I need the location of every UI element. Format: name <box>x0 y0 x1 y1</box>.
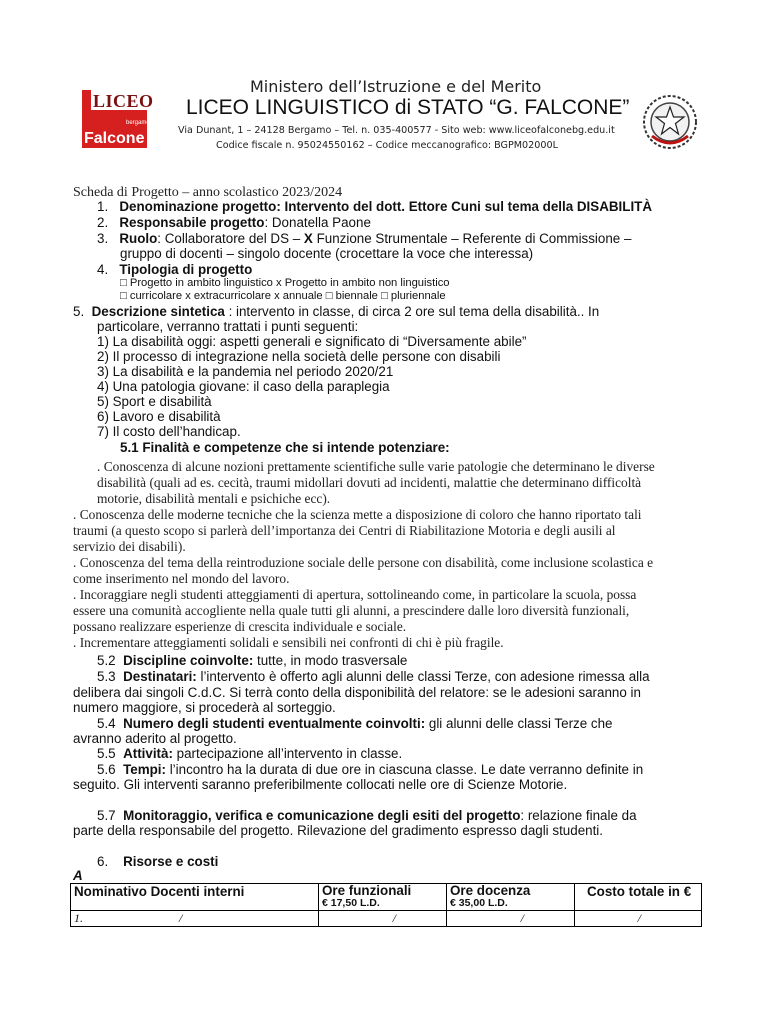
section-text: : relazione finale da <box>520 808 637 823</box>
section-text: gli alunni delle classi Terze che <box>425 716 613 731</box>
section-label: Numero degli studenti eventualmente coinvolti: <box>123 716 426 731</box>
column-header-rate: € 35,00 L.D. <box>450 897 508 909</box>
column-header <box>447 884 575 911</box>
table-header-row <box>71 884 702 911</box>
school-name: LICEO LINGUISTICO di STATO “G. FALCONE” <box>186 96 630 119</box>
project-type-options-1: □ Progetto in ambito linguistico x Progetto in ambito non linguistico <box>120 277 450 289</box>
column-header: Costo totale in € <box>575 884 702 911</box>
table-cell: / <box>447 911 575 927</box>
section-5-text: particolare, verranno trattati i punti seguenti: <box>97 319 359 334</box>
list-item: 7) Il costo dell’handicap. <box>97 424 241 439</box>
section-number: 5.3 <box>97 669 116 684</box>
role-text: : Collaboratore del DS – <box>157 231 304 246</box>
section-text: tutte, in modo trasversale <box>253 653 408 668</box>
section-number: 4. <box>97 262 109 277</box>
list-item: 4) Una patologia giovane: il caso della paraplegia <box>97 379 390 394</box>
section-5-4-text: avranno aderito al progetto. <box>73 731 237 746</box>
section-label: Monitoraggio, verifica e comunicazione degli esiti del progetto <box>123 808 521 823</box>
goal-line: possano realizzare esperienze di crescita individuale e sociale. <box>73 619 407 634</box>
section-label: Destinatari: <box>123 669 197 684</box>
italian-republic-emblem <box>642 94 698 150</box>
section-text: l’intervento è offerto agli alunni delle classi Terze, con adesione rimessa alla <box>196 669 650 684</box>
section-number: 5.6 <box>97 762 116 777</box>
section-label: Descrizione sintetica <box>91 304 225 319</box>
table-cell: / <box>575 911 702 927</box>
section-4 <box>97 262 252 277</box>
goal-line: essere una comunità accogliente nella quale tutti gli alunni, a prescindere dalle loro diversità funzionali, <box>73 603 630 618</box>
list-item: 6) Lavoro e disabilità <box>97 409 221 424</box>
section-label: Discipline coinvolte: <box>123 653 254 668</box>
section-5 <box>73 304 599 319</box>
ministry-name: Ministero dell’Istruzione e del Merito <box>250 77 542 96</box>
section-number: 5.4 <box>97 716 116 731</box>
list-item: 5) Sport e disabilità <box>97 394 212 409</box>
section-6 <box>97 854 218 869</box>
goal-line: . Conoscenza di alcune nozioni prettamente scientifiche sulle varie patologie che determinano le diverse <box>97 459 655 474</box>
costs-table <box>70 883 702 927</box>
column-header-rate: € 17,50 L.D. <box>322 897 380 909</box>
section-5-7-text: parte della responsabile del progetto. Rilevazione del gradimento espresso dagli studenti. <box>73 823 604 838</box>
goal-line: servizio dei disabili). <box>73 539 186 554</box>
logo-liceo-text: LICEO <box>93 91 154 111</box>
section-5-2 <box>97 653 407 668</box>
goal-line: . Conoscenza delle moderne tecniche che la scienza mette a disposizione di coloro che hanno riportato tali <box>73 507 642 522</box>
section-5-3 <box>97 669 650 684</box>
goal-line: . Conoscenza del tema della reintroduzione sociale delle persone con disabilità, come inclusione scolastica e <box>73 555 654 570</box>
project-type-options-2: □ curricolare x extracurricolare x annuale □ biennale □ pluriennale <box>120 290 446 302</box>
section-label: Tempi: <box>123 762 166 777</box>
role-text: Funzione Strumentale – Referente di Commissione – <box>312 231 632 246</box>
section-number: 5.7 <box>97 808 116 823</box>
section-5-6-text: seguito. Gli interventi saranno preferibilmente collocati nelle ore di Scienze Motorie. <box>73 777 568 792</box>
section-label: Denominazione progetto <box>119 199 277 214</box>
section-5-3-text: numero maggiore, si procederà al sorteggio. <box>73 700 336 715</box>
goal-line: traumi (a questo scopo si parlerà dell’importanza dei Centri di Riabilitazione Motoria e degli ausili al <box>73 523 616 538</box>
section-label: Risorse e costi <box>123 854 219 869</box>
section-label: Ruolo <box>119 231 158 246</box>
section-number: 1. <box>97 199 109 214</box>
list-item: 3) La disabilità e la pandemia nel periodo 2020/21 <box>97 364 394 379</box>
table-row <box>71 911 702 927</box>
table-cell <box>71 911 319 927</box>
section-1 <box>97 199 652 214</box>
goal-line: disabilità (quali ad es. cecità, traumi midollari dovuti ad incidenti, malattie che determinano difficoltà <box>97 475 642 490</box>
school-codes: Codice fiscale n. 95024550162 – Codice meccanografico: BGPM02000L <box>216 140 558 151</box>
logo-name-text: Falcone <box>84 130 145 147</box>
section-2 <box>97 215 371 230</box>
section-label: Responsabile progetto <box>119 215 265 230</box>
list-item: 1) La disabilità oggi: aspetti generali e significato di “Diversamente abile” <box>97 334 527 349</box>
section-5-5 <box>97 746 402 761</box>
column-header-title: Ore funzionali <box>322 883 412 898</box>
section-number: 2. <box>97 215 109 230</box>
role-check-mark: X <box>303 231 313 246</box>
logo-city-text: bergamo <box>126 120 150 126</box>
section-5-1 <box>120 440 450 455</box>
form-intro: Scheda di Progetto – anno scolastico 2023/2024 <box>73 185 343 200</box>
project-manager: : Donatella Paone <box>264 215 371 230</box>
school-logo <box>80 90 154 150</box>
section-5-6 <box>97 762 643 777</box>
column-header-title: Ore docenza <box>450 883 531 898</box>
list-item: 2) Il processo di integrazione nella società delle persone con disabili <box>97 349 501 364</box>
column-header: Nominativo Docenti interni <box>71 884 319 911</box>
column-header <box>319 884 447 911</box>
section-label: Tipologia di progetto <box>119 262 253 277</box>
cell-value: / <box>179 911 183 925</box>
table-cell: / <box>319 911 447 927</box>
section-5-4 <box>97 716 612 731</box>
section-text: l’incontro ha la durata di due ore in ciascuna classe. Le date verranno definite in <box>165 762 644 777</box>
goal-line: motorie, disabilità mentali e psichiche ecc). <box>97 491 331 506</box>
section-3 <box>97 231 631 246</box>
section-number: 5.5 <box>97 746 116 761</box>
section-label: Attività: <box>123 746 173 761</box>
role-text-continued: gruppo di docenti – singolo docente (crocettare la voce che interessa) <box>120 246 534 261</box>
section-text: : intervento in classe, di circa 2 ore sul tema della disabilità.. In <box>224 304 600 319</box>
section-text: partecipazione all’intervento in classe. <box>172 746 403 761</box>
row-number: 1. <box>74 911 83 925</box>
school-address: Via Dunant, 1 – 24128 Bergamo – Tel. n. 035-400577 - Sito web: www.liceofalconebg.edu.it <box>178 125 615 136</box>
section-number: 5. <box>73 304 85 319</box>
section-5-3-text: delibera dai singoli C.d.C. Si terrà conto della disponibilità del relatore: se le adesioni saranno in <box>73 685 641 700</box>
section-label: 5.1 Finalità e competenze che si intende potenziare: <box>120 440 450 455</box>
section-number: 6. <box>97 854 109 869</box>
project-title: : Intervento del dott. Ettore Cuni sul tema della DISABILITÀ <box>276 199 653 214</box>
goal-line: . Incoraggiare negli studenti atteggiamenti di apertura, sottolineando come, in particolare la scuola, possa <box>73 587 637 602</box>
goal-line: . Incrementare atteggiamenti solidali e sensibili nei confronti di chi è più fragile. <box>73 635 504 650</box>
goal-line: come inserimento nel mondo del lavoro. <box>73 571 290 586</box>
section-number: 3. <box>97 231 109 246</box>
section-5-7 <box>97 808 637 823</box>
section-number: 5.2 <box>97 653 116 668</box>
table-tag: A <box>73 868 83 883</box>
